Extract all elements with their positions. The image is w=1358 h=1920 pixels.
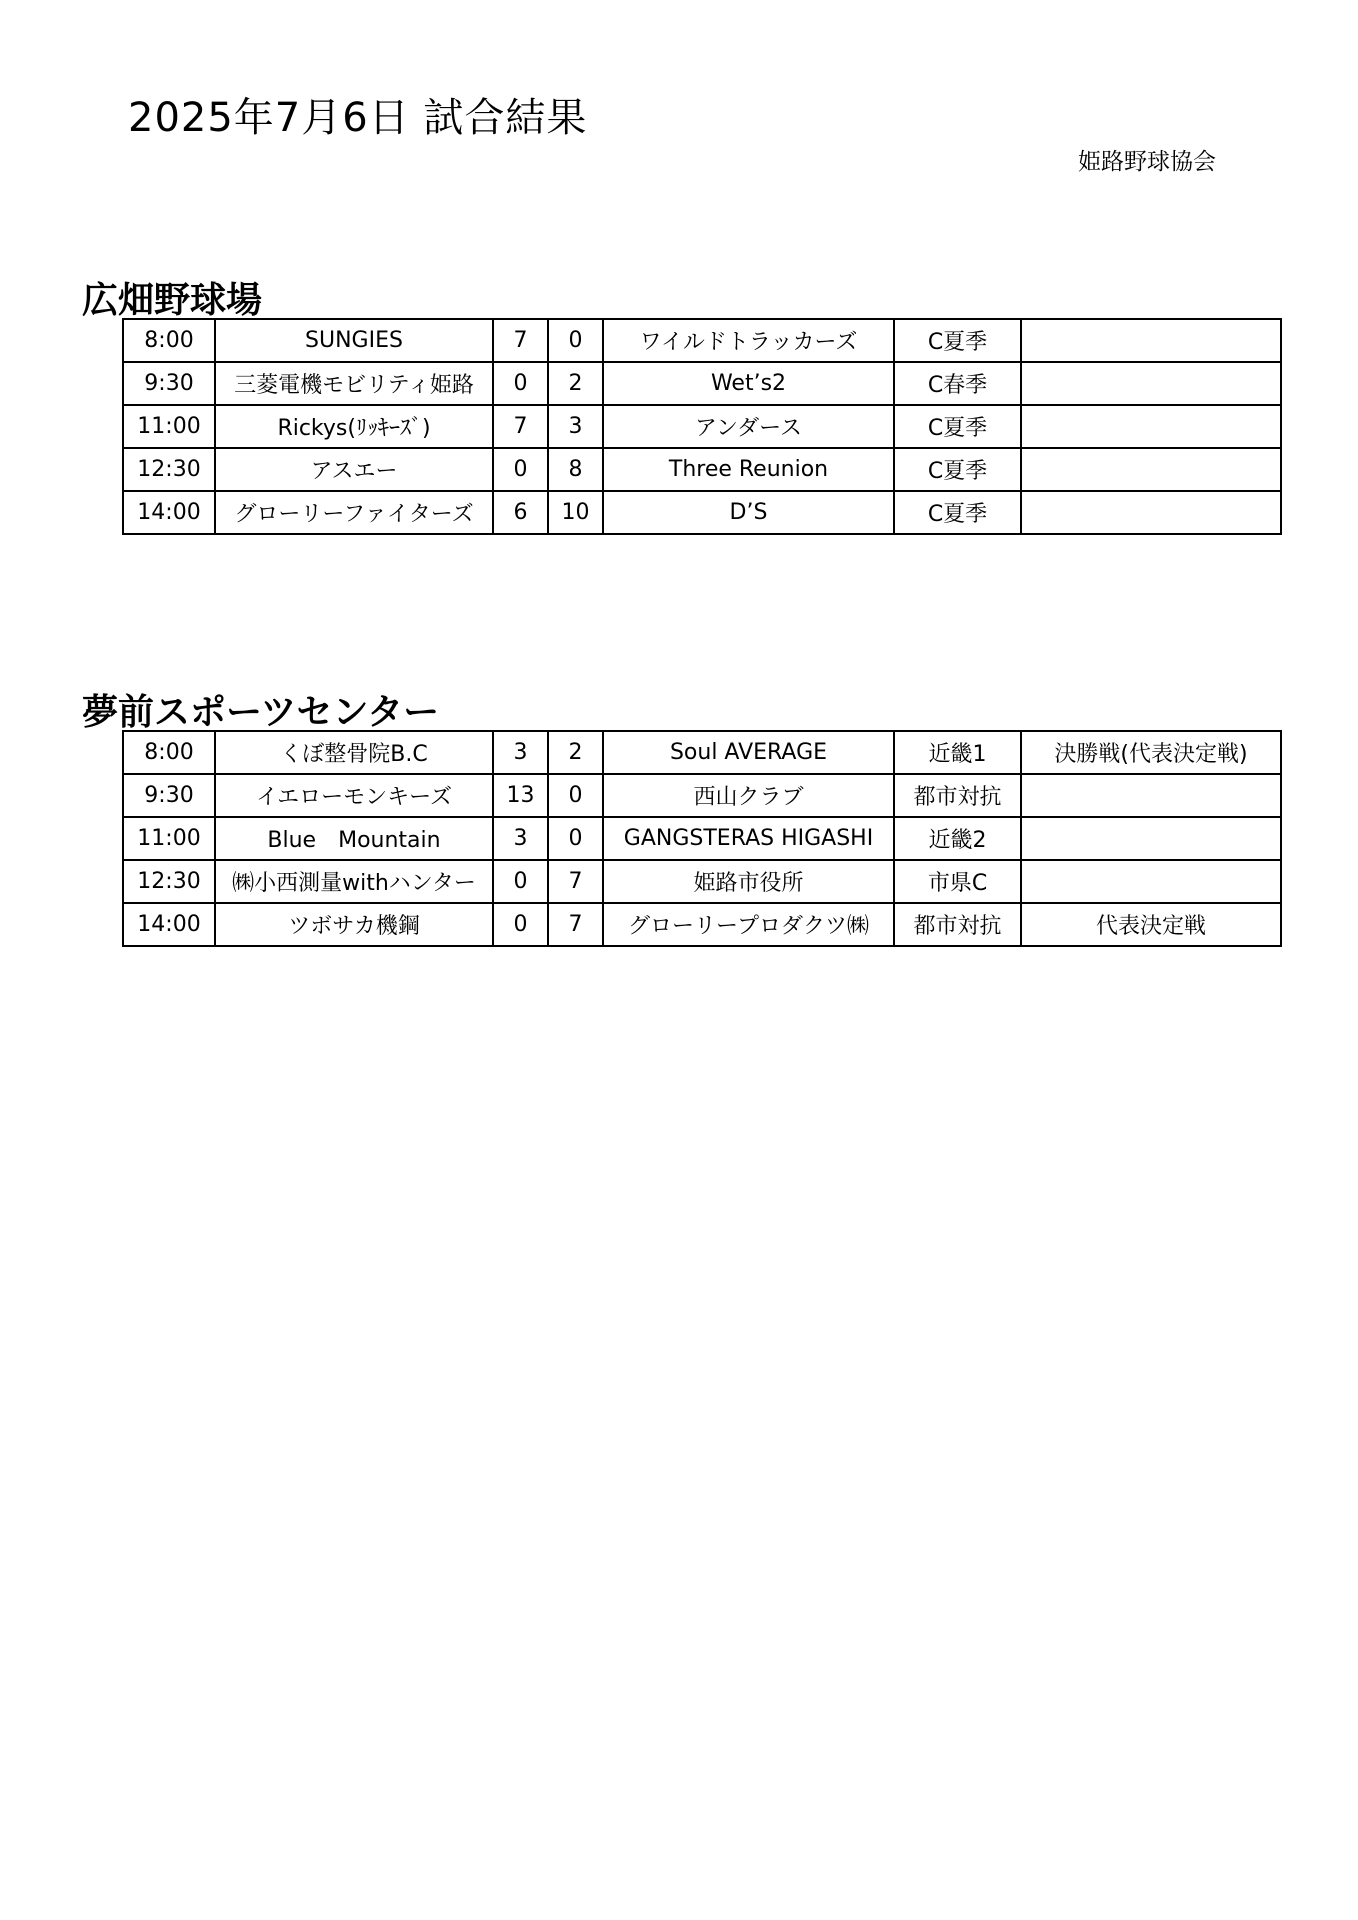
game-time: 8:00 <box>123 731 215 774</box>
game-time: 11:00 <box>123 405 215 448</box>
home-team: ツボサカ機鋼 <box>215 903 493 946</box>
home-score: 3 <box>493 731 548 774</box>
home-team: ㈱小西測量withハンター <box>215 860 493 903</box>
home-team: Rickys(ﾘｯｷｰｽﾞ) <box>215 405 493 448</box>
note <box>1021 491 1281 534</box>
away-score: 2 <box>548 362 603 405</box>
league: C春季 <box>894 362 1021 405</box>
home-score: 7 <box>493 405 548 448</box>
note <box>1021 319 1281 362</box>
league: 近畿1 <box>894 731 1021 774</box>
game-time: 9:30 <box>123 774 215 817</box>
home-score: 7 <box>493 319 548 362</box>
league: 市県C <box>894 860 1021 903</box>
results-table <box>122 318 1282 535</box>
away-team: グローリープロダクツ㈱ <box>603 903 894 946</box>
note <box>1021 860 1281 903</box>
away-team: D’S <box>603 491 894 534</box>
home-score: 6 <box>493 491 548 534</box>
note <box>1021 448 1281 491</box>
table-row <box>123 731 1281 774</box>
away-team: 西山クラブ <box>603 774 894 817</box>
home-score: 0 <box>493 362 548 405</box>
home-team: イエローモンキーズ <box>215 774 493 817</box>
away-team: アンダース <box>603 405 894 448</box>
game-time: 14:00 <box>123 491 215 534</box>
away-team: ワイルドトラッカーズ <box>603 319 894 362</box>
note <box>1021 774 1281 817</box>
league: C夏季 <box>894 319 1021 362</box>
game-time: 12:30 <box>123 860 215 903</box>
away-score: 0 <box>548 774 603 817</box>
table-row <box>123 774 1281 817</box>
note: 代表決定戦 <box>1021 903 1281 946</box>
league: 都市対抗 <box>894 774 1021 817</box>
away-team: Wet’s2 <box>603 362 894 405</box>
away-score: 10 <box>548 491 603 534</box>
note <box>1021 817 1281 860</box>
home-score: 0 <box>493 448 548 491</box>
table-row <box>123 491 1281 534</box>
league: C夏季 <box>894 448 1021 491</box>
table-row <box>123 860 1281 903</box>
home-team: くぼ整骨院B.C <box>215 731 493 774</box>
away-score: 0 <box>548 817 603 860</box>
table-row <box>123 319 1281 362</box>
away-score: 2 <box>548 731 603 774</box>
away-team: 姫路市役所 <box>603 860 894 903</box>
home-team: 三菱電機モビリティ姫路 <box>215 362 493 405</box>
away-team: GANGSTERAS HIGASHI <box>603 817 894 860</box>
game-time: 8:00 <box>123 319 215 362</box>
away-score: 8 <box>548 448 603 491</box>
note <box>1021 362 1281 405</box>
home-score: 0 <box>493 903 548 946</box>
league: C夏季 <box>894 405 1021 448</box>
note: 決勝戦(代表決定戦) <box>1021 731 1281 774</box>
venue-heading: 夢前スポーツセンター <box>82 692 440 733</box>
league: 近畿2 <box>894 817 1021 860</box>
away-team: Soul AVERAGE <box>603 731 894 774</box>
home-team: アスエー <box>215 448 493 491</box>
away-score: 7 <box>548 860 603 903</box>
away-score: 3 <box>548 405 603 448</box>
home-team: Blue Mountain <box>215 817 493 860</box>
table-row <box>123 817 1281 860</box>
game-time: 11:00 <box>123 817 215 860</box>
home-score: 0 <box>493 860 548 903</box>
game-time: 12:30 <box>123 448 215 491</box>
away-score: 7 <box>548 903 603 946</box>
game-time: 14:00 <box>123 903 215 946</box>
league: C夏季 <box>894 491 1021 534</box>
league: 都市対抗 <box>894 903 1021 946</box>
away-score: 0 <box>548 319 603 362</box>
away-team: Three Reunion <box>603 448 894 491</box>
table-row <box>123 362 1281 405</box>
page-title: 2025年7月6日 試合結果 <box>128 95 588 141</box>
note <box>1021 405 1281 448</box>
home-team: SUNGIES <box>215 319 493 362</box>
table-row <box>123 405 1281 448</box>
organization-name: 姫路野球協会 <box>1078 149 1216 175</box>
game-time: 9:30 <box>123 362 215 405</box>
home-score: 13 <box>493 774 548 817</box>
table-row <box>123 448 1281 491</box>
table-row <box>123 903 1281 946</box>
results-table <box>122 730 1282 947</box>
home-team: グローリーファイターズ <box>215 491 493 534</box>
venue-heading: 広畑野球場 <box>82 280 263 321</box>
home-score: 3 <box>493 817 548 860</box>
